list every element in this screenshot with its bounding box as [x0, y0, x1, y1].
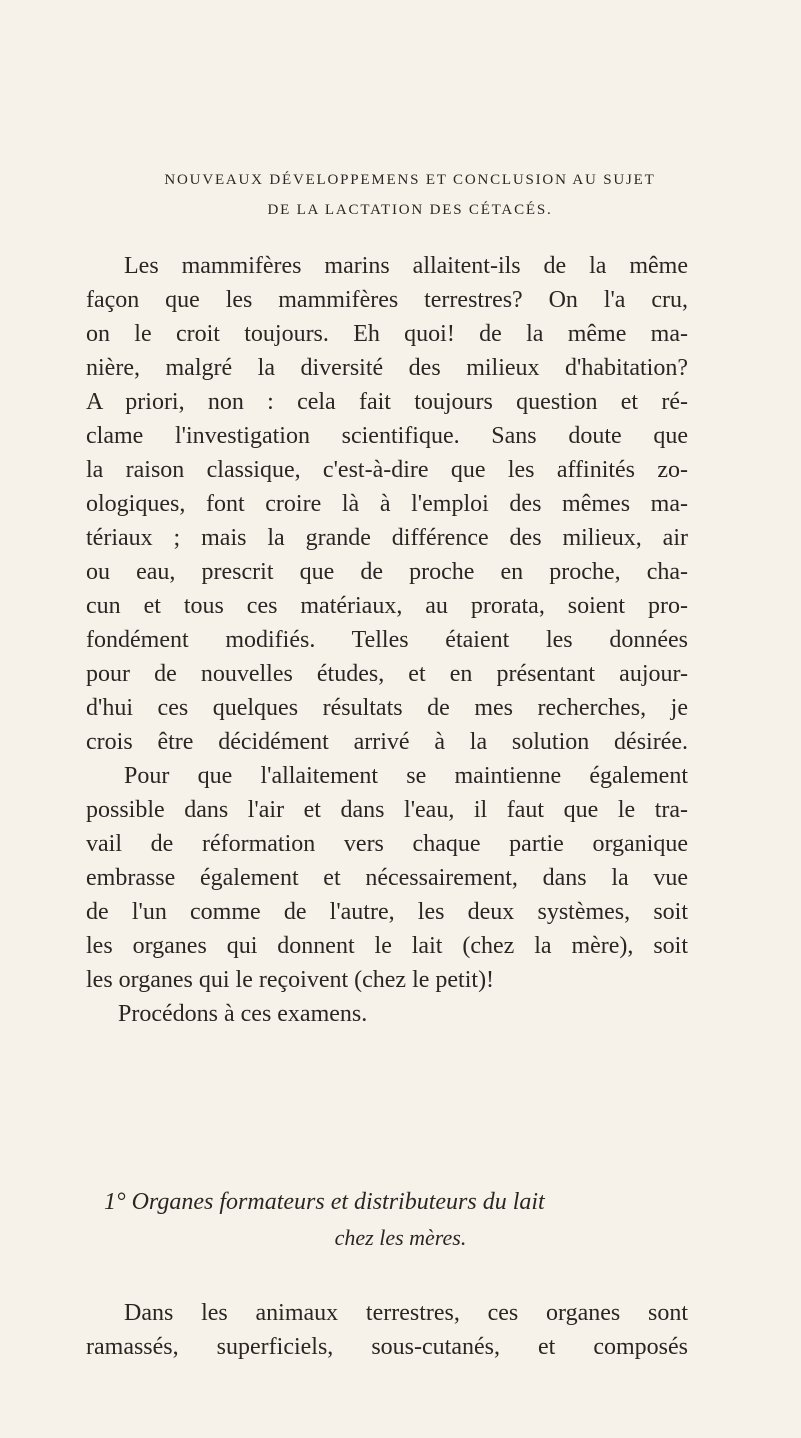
text-line: d'hui ces quelques résultats de mes recherches, je [86, 695, 688, 721]
text-line: vail de réformation vers chaque partie organique [86, 831, 688, 857]
text-line: crois être décidément arrivé à la solution désirée. [86, 729, 688, 755]
text-line: ologiques, font croire là à l'emploi des mêmes ma- [86, 491, 688, 517]
chapter-heading-line-2: DE LA LACTATION DES CÉTACÉS. [267, 202, 553, 218]
text-line: cun et tous ces matériaux, au prorata, soient pro- [86, 593, 688, 619]
text-line: Procédons à ces examens. [118, 1001, 368, 1027]
text-line: clame l'investigation scientifique. Sans doute que [86, 423, 688, 449]
chapter-heading-line-1: NOUVEAUX DÉVELOPPEMENS ET CONCLUSION AU SUJET [164, 172, 656, 188]
text-line: la raison classique, c'est-à-dire que les affinités zo- [86, 457, 688, 483]
text-line: ramassés, superficiels, sous-cutanés, et composés [86, 1334, 688, 1360]
text-line: embrasse également et nécessairement, dans la vue [86, 865, 688, 891]
text-line: fondément modifiés. Telles étaient les données [86, 627, 688, 653]
text-line: Dans les animaux terrestres, ces organes sont [124, 1300, 688, 1326]
text-line: on le croit toujours. Eh quoi! de la même ma- [86, 321, 688, 347]
text-line: les organes qui le reçoivent (chez le petit)! [86, 967, 495, 993]
text-line: Pour que l'allaitement se maintienne également [124, 763, 688, 789]
text-line: tériaux ; mais la grande différence des milieux, air [86, 525, 688, 551]
text-line: possible dans l'air et dans l'eau, il faut que le tra- [86, 797, 688, 823]
text-line: les organes qui donnent le lait (chez la mère), soit [86, 933, 688, 959]
text-line: A priori, non : cela fait toujours question et ré- [86, 389, 688, 415]
text-line: façon que les mammifères terrestres? On l'a cru, [86, 287, 688, 313]
text-line: pour de nouvelles études, et en présentant aujour- [86, 661, 688, 687]
text-line: de l'un comme de l'autre, les deux systèmes, soit [86, 899, 688, 925]
text-line: nière, malgré la diversité des milieux d'habitation? [86, 355, 688, 381]
section-title-line-2: chez les mères. [334, 1225, 467, 1250]
section-title-line-1: 1° Organes formateurs et distributeurs du lait [104, 1189, 545, 1215]
text-line: ou eau, prescrit que de proche en proche, cha- [86, 559, 688, 585]
text-line: Les mammifères marins allaitent-ils de la même [124, 253, 688, 279]
